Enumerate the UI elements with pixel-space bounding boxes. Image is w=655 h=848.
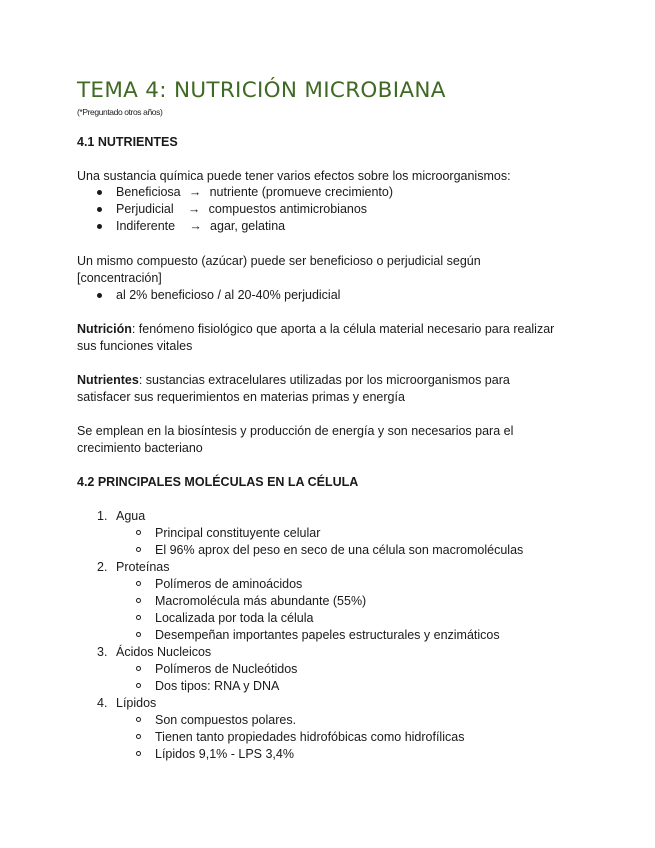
bullet-dot	[97, 190, 102, 195]
compound-text-line1: Un mismo compuesto (azúcar) puede ser beneficioso o perjudicial según	[77, 254, 481, 268]
list-item: El 96% aprox del peso en seco de una célula son macromoléculas	[155, 543, 524, 557]
sub-bullet-circle	[136, 581, 141, 586]
document-subtitle: (*Preguntado otros años)	[77, 107, 163, 117]
nutrientes-definition-line1	[77, 372, 510, 389]
arrow-right-icon: →	[187, 202, 201, 216]
bullet-dot	[97, 207, 102, 212]
effect-item	[116, 201, 367, 218]
nutrientes-term: Nutrientes	[77, 373, 139, 387]
uses-text-line1: Se emplean en la biosíntesis y producción de energía y son necesarios para el	[77, 424, 514, 438]
effect-label: Beneficiosa	[116, 185, 181, 199]
list-item: Lípidos 9,1% - LPS 3,4%	[155, 747, 294, 761]
section-heading-moleculas: 4.2 PRINCIPALES MOLÉCULAS EN LA CÉLULA	[77, 475, 359, 489]
list-number: 2.	[97, 560, 108, 574]
sub-bullet-circle	[136, 734, 141, 739]
list-item: Polímeros de aminoácidos	[155, 577, 303, 591]
intro-text: Una sustancia química puede tener varios efectos sobre los microorganismos:	[77, 169, 511, 183]
list-item: Dos tipos: RNA y DNA	[155, 679, 280, 693]
sub-bullet-circle	[136, 547, 141, 552]
list-item: Macromolécula más abundante (55%)	[155, 594, 367, 608]
sub-bullet-circle	[136, 530, 141, 535]
molecule-name: Agua	[116, 509, 146, 523]
arrow-right-icon: →	[189, 219, 202, 233]
molecule-name: Ácidos Nucleicos	[116, 645, 212, 659]
effect-label: Perjudicial	[116, 202, 174, 216]
sub-bullet-circle	[136, 632, 141, 637]
bullet-dot	[97, 293, 102, 298]
sub-bullet-circle	[136, 717, 141, 722]
bullet-dot	[97, 224, 102, 229]
nutrientes-definition: : sustancias extracelulares utilizadas por los microorganismos para	[138, 373, 510, 387]
sub-bullet-circle	[136, 598, 141, 603]
compound-text-line2: [concentración]	[77, 271, 162, 285]
sub-bullet-circle	[136, 666, 141, 671]
document-title: TEMA 4: NUTRICIÓN MICROBIANA	[77, 78, 446, 103]
list-item: Tienen tanto propiedades hidrofóbicas como hidrofílicas	[155, 730, 465, 744]
molecule-name: Lípidos	[116, 696, 157, 710]
effect-item	[116, 218, 285, 235]
sub-bullet-circle	[136, 751, 141, 756]
compound-bullet: al 2% beneficioso / al 20-40% perjudicial	[116, 288, 341, 302]
nutricion-term: Nutrición	[77, 322, 132, 336]
nutricion-definition: : fenómeno fisiológico que aporta a la célula material necesario para realizar	[131, 322, 555, 336]
effect-item	[116, 184, 393, 201]
molecule-name: Proteínas	[116, 560, 170, 574]
list-number: 1.	[97, 509, 108, 523]
sub-bullet-circle	[136, 683, 141, 688]
nutricion-definition-line1	[77, 321, 554, 338]
effect-desc: agar, gelatina	[210, 219, 286, 233]
uses-text-line2: crecimiento bacteriano	[77, 441, 203, 455]
list-item: Son compuestos polares.	[155, 713, 297, 727]
list-item: Desempeñan importantes papeles estructurales y enzimáticos	[155, 628, 500, 642]
nutrientes-definition-line2: satisfacer sus requerimientos en materias primas y energía	[77, 390, 405, 404]
sub-bullet-circle	[136, 615, 141, 620]
nutricion-definition-line2: sus funciones vitales	[77, 339, 193, 353]
list-item: Polímeros de Nucleótidos	[155, 662, 298, 676]
list-number: 4.	[97, 696, 108, 710]
arrow-right-icon: →	[188, 185, 202, 199]
effect-label: Indiferente	[116, 219, 176, 233]
section-heading-nutrientes: 4.1 NUTRIENTES	[77, 135, 178, 149]
effect-desc: compuestos antimicrobianos	[208, 202, 368, 216]
list-item: Principal constituyente celular	[155, 526, 321, 540]
list-number: 3.	[97, 645, 108, 659]
list-item: Localizada por toda la célula	[155, 611, 314, 625]
effect-desc: nutriente (promueve crecimiento)	[209, 185, 394, 199]
